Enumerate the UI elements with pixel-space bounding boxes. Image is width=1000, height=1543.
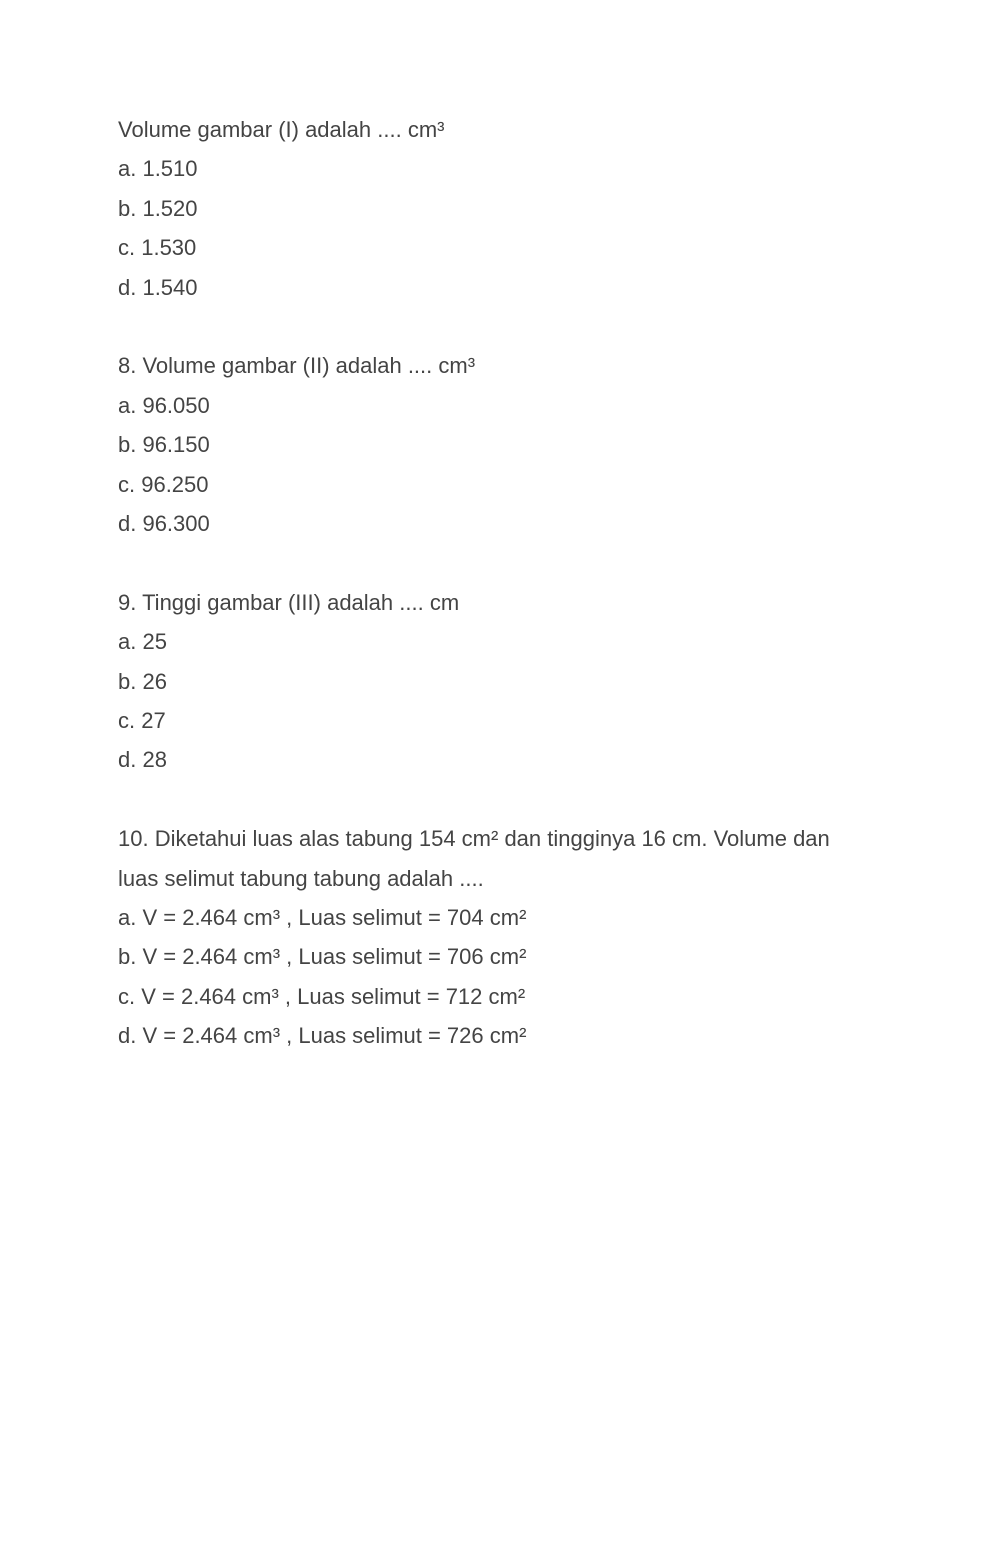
spacer [118,543,878,582]
answer-option-d: d. 28 [118,747,167,773]
question-block [118,346,878,543]
answer-option-c: c. V = 2.464 cm³ , Luas selimut = 712 cm² [118,983,526,1009]
question-block [118,583,878,780]
answer-option-d: d. 1.540 [118,274,198,300]
answer-option-a: a. V = 2.464 cm³ , Luas selimut = 704 cm² [118,905,527,931]
answer-option-a: a. 96.050 [118,392,210,418]
answer-option-a: a. 25 [118,629,167,655]
spacer [118,307,878,346]
answer-option-b: b. V = 2.464 cm³ , Luas selimut = 706 cm² [118,944,527,970]
answer-option-b: b. 1.520 [118,195,198,221]
answer-option-b: b. 26 [118,668,167,694]
question-text-line-1: 10. Diketahui luas alas tabung 154 cm² dan tingginya 16 cm. Volume dan [118,826,830,852]
question-text: 8. Volume gambar (II) adalah .... cm³ [118,353,476,379]
question-block [118,110,878,307]
answer-option-d: d. V = 2.464 cm³ , Luas selimut = 726 cm² [118,1023,527,1049]
worksheet-page [118,110,878,1056]
question-text: 9. Tinggi gambar (III) adalah .... cm [118,589,460,615]
answer-option-a: a. 1.510 [118,156,198,182]
spacer [118,780,878,819]
answer-option-b: b. 96.150 [118,432,210,458]
answer-option-c: c. 27 [118,708,166,734]
question-text: Volume gambar (I) adalah .... cm³ [118,117,445,142]
question-block [118,819,878,1055]
answer-option-c: c. 1.530 [118,235,197,261]
question-text-line-2: luas selimut tabung tabung adalah .... [118,865,484,891]
answer-option-c: c. 96.250 [118,471,209,497]
answer-option-d: d. 96.300 [118,511,210,537]
